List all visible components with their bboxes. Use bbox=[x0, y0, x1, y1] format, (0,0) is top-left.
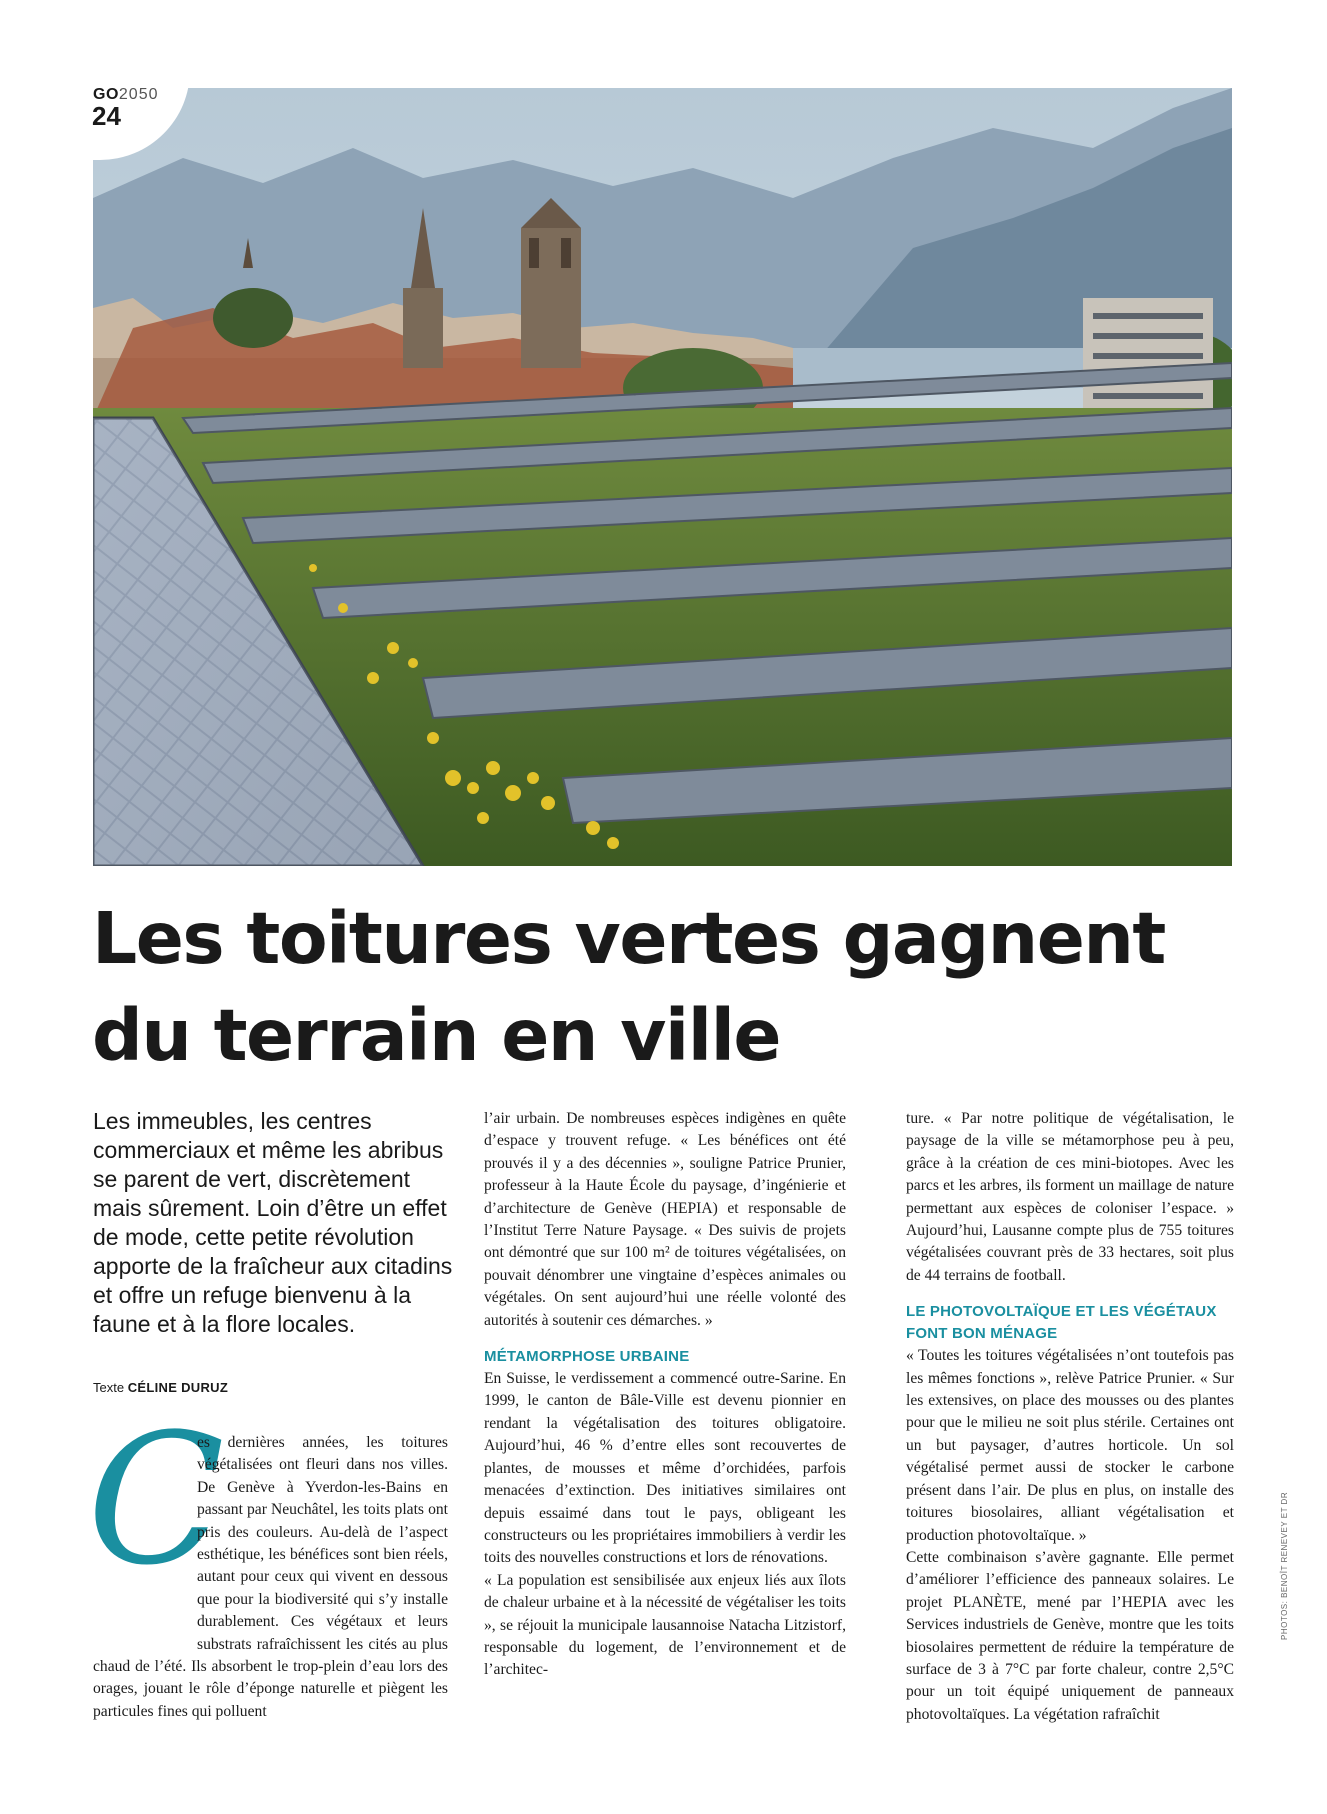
photo-credit: PHOTOS: BENOÎT RENEVEY ET DR bbox=[1280, 1491, 1289, 1640]
hero-photo bbox=[93, 88, 1232, 866]
section-heading-photovoltaique: LE PHOTOVOLTAÏQUE ET LES VÉGÉTAUX FONT BON MÉNAGE bbox=[906, 1303, 1217, 1343]
body-paragraph: « Toutes les toitures végétalisées n’ont toutefois pas les mêmes fonctions », relève Patrice Prunier. « Sur les extensives, on place des mousses ou des plantes pour que le milieu ne soit plus stérile. Certaines ont un but paysager, d’autres horticole. Un sol végétalisé permet aussi de stocker le carbone présent dans l’air. De plus en plus, on installe des toitures biosolaires, alliant végétalisation et production photovoltaïque. » bbox=[906, 1347, 1234, 1544]
body-paragraph: l’air urbain. De nombreuses espèces indigènes en quête d’espace y trouvent refuge. « Les bénéfices ont été prouvés il y a des décennies », souligne Patrice Prunier, professeur à la Haute École du paysage, d’ingénierie et d’architecture de Genève (HEPIA) et responsable de l’Institut Terre Nature Paysage. « Des suivis de projets ont démontré que sur 100 m² de toitures végétalisées, on pouvait dénombrer une vingtaine d’espèces animales ou végétales. On sent aujourd’hui une réelle volonté des autorités à soutenir ces démarches. » bbox=[484, 1110, 846, 1329]
body-column-3 bbox=[906, 1108, 1234, 1726]
body-paragraph: ture. « Par notre politique de végétalisation, le paysage de la ville se métamorphose peu à peu, grâce à la création de ces mini-biotopes. Avec les parcs et les arbres, ils forment un maillage de nature permettant aux espèces de coloniser l’espace. » Aujourd’hui, Lausanne compte plus de 755 toitures végétalisées couvrant près de 33 hectares, soit plus de 44 terrains de football. bbox=[906, 1110, 1234, 1284]
body-column-1 bbox=[87, 1396, 448, 1723]
article-headline: Les toitures vertes gagnent du terrain en ville bbox=[92, 897, 1165, 1077]
hero-photo-illustration bbox=[93, 88, 1232, 866]
body-paragraph: Cette combinaison s’avère gagnante. Elle permet d’améliorer l’efficience des panneaux solaires. Le projet PLANÈTE, mené par l’HEPIA avec les Services industriels de Genève, montre que les toits biosolaires permettent de réduire la température de surface de 3 à 7°C par forte chaleur, contre 2,5°C pour un toit équipé uniquement de panneaux photovoltaïques. La végétation rafraîchit bbox=[906, 1548, 1234, 1723]
section-heading-metamorphose: MÉTAMORPHOSE URBAINE bbox=[484, 1348, 690, 1366]
body-paragraph: « La population est sensibilisée aux enjeux liés aux îlots de chaleur urbaine et à la nécessité de végétaliser les toits », se réjouit la municipale lausannoise Natacha Litzistorf, responsable du logement, de l’environnement et de l’architec- bbox=[484, 1571, 846, 1679]
body-paragraph: es dernières années, les toitures végétalisées ont fleuri dans nos villes. De Genève à Yverdon-les-Bains en passant par Neuchâtel, les toits plats ont pris des couleurs. Au-delà de l’aspect esthétique, les bénéfices sont bien réels, autant pour ceux qui vivent en dessous que pour la biodiversité qui s’y installe durablement. Ces végétaux et leurs substrats rafraîchissent les cités au plus chaud de l’été. Ils absorbent le trop-plein d’eau lors des orages, jouant le rôle d’éponge naturelle et piègent les particules fines qui polluent bbox=[93, 1434, 448, 1720]
drop-cap: C bbox=[87, 1396, 225, 1605]
body-column-2 bbox=[484, 1108, 846, 1682]
byline bbox=[93, 1380, 228, 1395]
magazine-logo: GO2050 bbox=[93, 86, 159, 103]
article-lead: Les immeubles, les centres commerciaux et même les abribus se parent de vert, discrètement mais sûrement. Loin d’être un effet de mode, cette petite révolution apporte de la fraîcheur aux citadins et offre un refuge bienvenu à la faune et à la flore locales. bbox=[93, 1108, 453, 1337]
byline-label: Texte bbox=[93, 1380, 125, 1395]
body-paragraph: En Suisse, le verdissement a commencé outre-Sarine. En 1999, le canton de Bâle-Ville est devenu pionnier en rendant la végétalisation des toitures obligatoire. Aujourd’hui, 46 % d’entre elles sont recouvertes de plantes, de mousses et même d’orchidées, parfois menacées d’extinction. Des initiatives similaires ont depuis essaimé dans tout le pays, obligeant les constructeurs ou les propriétaires immobiliers à verdir les toits des nouvelles constructions et lors de rénovations. bbox=[484, 1370, 846, 1567]
byline-author: CÉLINE DURUZ bbox=[127, 1380, 229, 1395]
page-number: 24 bbox=[92, 101, 121, 131]
